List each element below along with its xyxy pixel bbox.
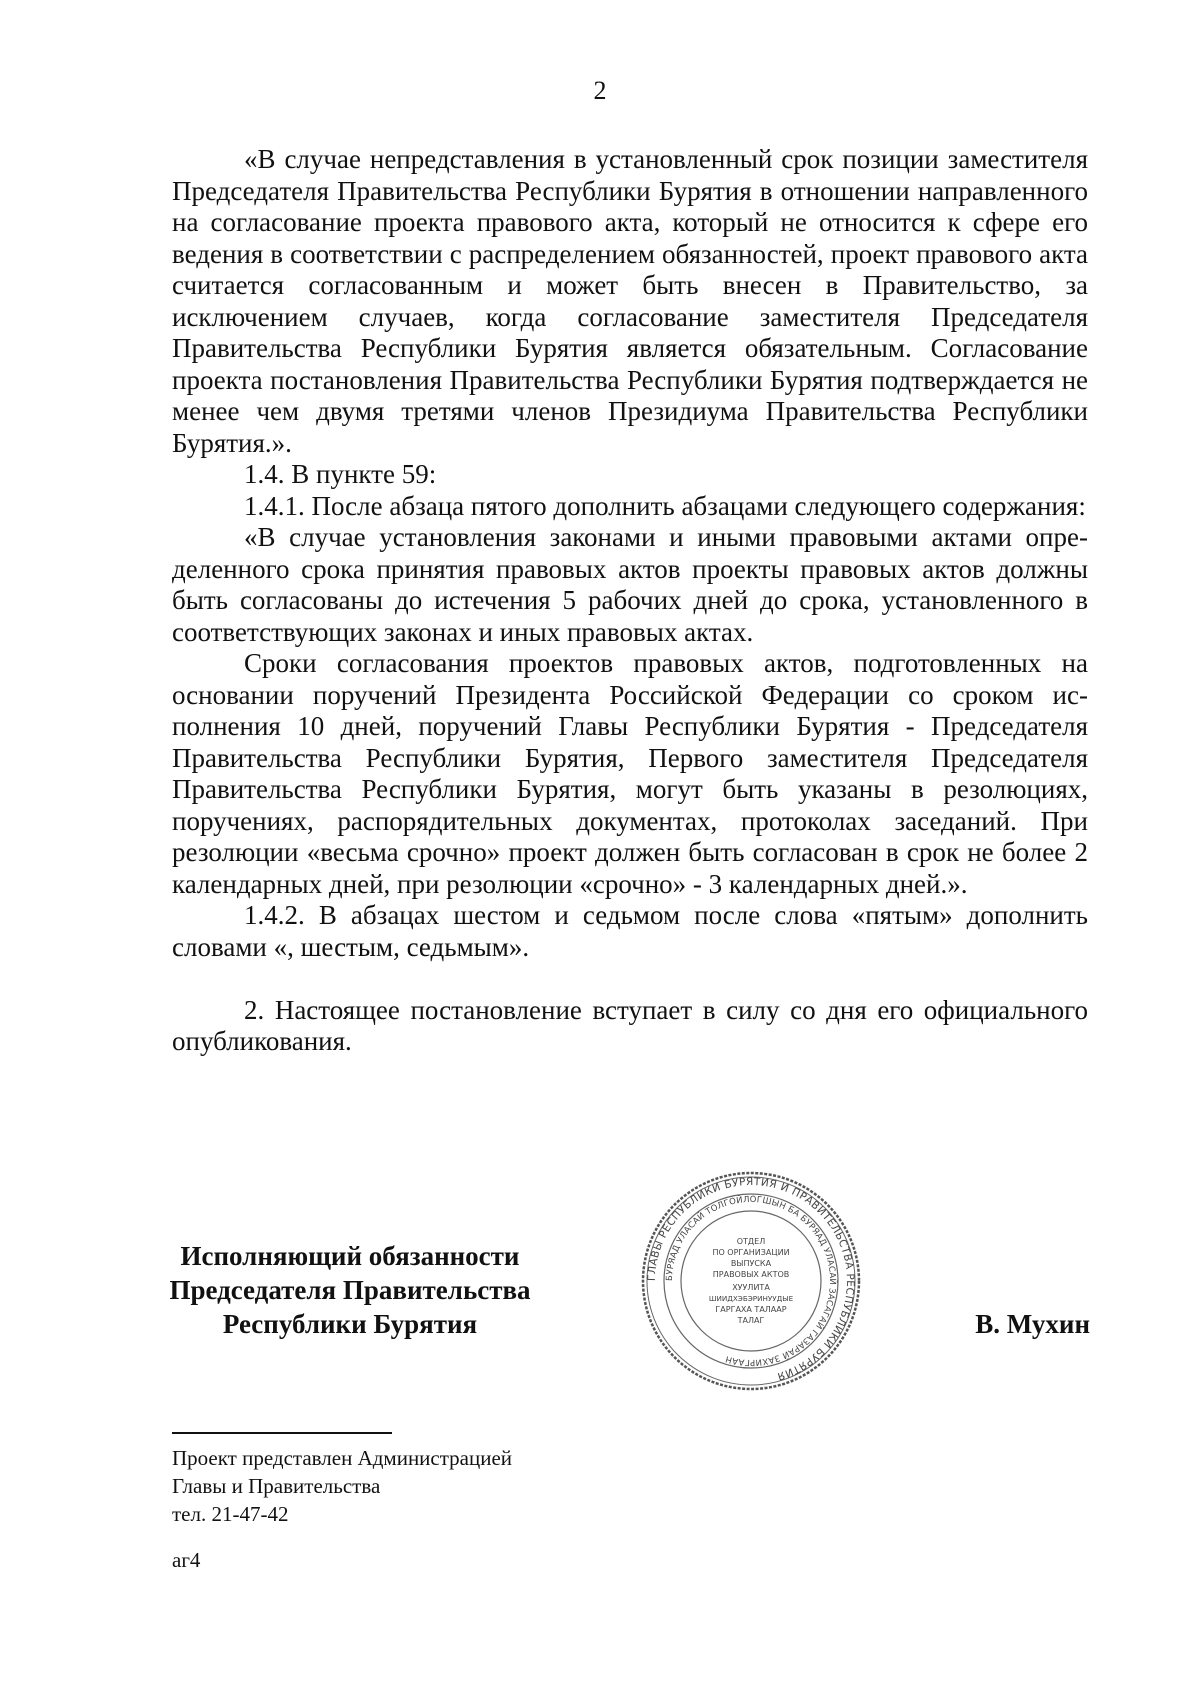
official-seal-stamp	[640, 1170, 862, 1392]
seal-center-line: ОТДЕЛ	[736, 1237, 766, 1246]
document-body	[172, 144, 1088, 1058]
signatory-name: В. Мухин	[975, 1309, 1090, 1339]
seal-center-line: ШИИДХЭБЭРИНУУДЫЕ	[708, 1294, 794, 1303]
seal-center-line: ПО ОРГАНИЗАЦИИ	[712, 1248, 790, 1257]
paragraph-amendment-quote: «В случае непредставления в установленный срок позиции заместителя Председателя Правительства Республики Бурятия в отношении направленного на согласование проекта правового акта, который не относится к сфере его ведения в соответствии с распределением обязанностей, проект правового акта считается согласованным и может быть внесен в Правительство, за исключением случаев, когда согласование заместителя Председателя Правительства Республики Бурятия является обязательным. Согласование проекта постановления Правительства Республики Бурятия подтверждается не менее чем двумя третями членов Президиума Правительства Республики Бурятия.».	[172, 144, 1088, 458]
paragraph-item-1-4-1: 1.4.1. После абзаца пятого дополнить абзацами следующего содержания:	[244, 490, 1086, 521]
paragraph-item-2: 2. Настоящее постановление вступает в силу со дня его официального опубликования.	[172, 994, 1088, 1056]
seal-center-line: ТАЛАГ	[737, 1316, 765, 1325]
page-number: 2	[593, 76, 607, 105]
seal-inner-ring-text: БУРЯАД УЛАСАЙ ТОЛГОЙЛОГШЫН БА БУРЯАД УЛАСАЙ ЗАСАГАЙ ГАЗАРАЙ ЗАХИРГААН	[664, 1194, 838, 1368]
document-code: аг4	[172, 1548, 201, 1572]
paragraph-insert-quote-2: Сроки согласования проектов правовых актов, подготовленных на основании поручений Президента Российской Федерации со сроком исполнения 10 дней, поручений Главы Республики Бурятия - Председателя Правительства Республики Бурятия, Первого заместителя Председателя Правительства Республики Бурятия, могут быть указаны в резолюциях, поручениях, распорядительных документах, протоколах заседаний. При резолюции «весьма срочно» проект должен быть согласован в срок не более 2 календарных дней, при резолюции «срочно» - 3 календарных дней.».	[172, 648, 1088, 899]
signatory-title-line: Республики Бурятия	[222, 1309, 478, 1339]
paragraph-item-1-4-2: 1.4.2. В абзацах шестом и седьмом после слова «пятым» дополнить словами «, шестым, седьмым».	[172, 900, 1088, 962]
footnote-line: Главы и Правительства	[172, 1474, 381, 1498]
seal-outer-ring-text: ГЛАВЫ РЕСПУБЛИКИ БУРЯТИЯ И ПРАВИТЕЛЬСТВА РЕСПУБЛИКИ БУРЯТИЯ	[645, 1175, 857, 1383]
seal-center-line: ГАРГАХА ТАЛААР	[715, 1305, 787, 1314]
paragraph-item-1-4: 1.4. В пункте 59:	[244, 459, 437, 489]
paragraph-insert-quote-1: «В случае установления законами и иными правовыми актами определенного срока принятия правовых актов проекты правовых актов должны быть согласованы до истечения 5 рабочих дней до срока, установленного в соответствующих законах и иных правовых актах.	[172, 522, 1088, 647]
footnote	[172, 1444, 772, 1528]
footnote-divider	[172, 1432, 392, 1434]
signatory-title-line: Председателя Правительства	[169, 1275, 531, 1305]
signatory-title-line: Исполняющий обязанности	[180, 1241, 520, 1271]
signatory-title	[150, 1239, 550, 1341]
seal-center-line: ПРАВОВЫХ АКТОВ	[712, 1270, 790, 1279]
seal-center-line: ХУУЛИТА	[732, 1283, 770, 1292]
footnote-line: Проект представлен Администрацией	[172, 1446, 513, 1470]
seal-center-line: ВЫПУСКА	[730, 1259, 772, 1268]
footnote-phone: тел. 21-47-42	[172, 1502, 289, 1526]
